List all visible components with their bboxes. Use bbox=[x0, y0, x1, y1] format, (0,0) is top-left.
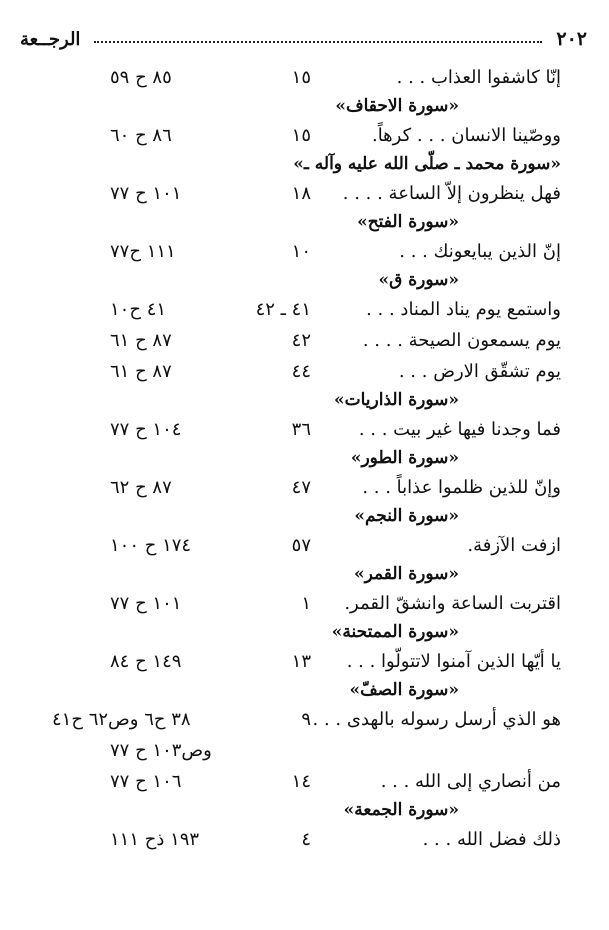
page-reference: ٨٦ ح ٦٠ bbox=[110, 125, 172, 146]
ayah-number: ١ bbox=[301, 593, 311, 614]
ayah-number: ١٥ bbox=[291, 67, 311, 88]
ayah-number: ١٠ bbox=[291, 241, 311, 262]
index-entry bbox=[0, 646, 609, 677]
page-reference: ١٠١ ح ٧٧ bbox=[110, 593, 182, 614]
verse-text: فهل ينظرون إلاّ الساعة . . . . bbox=[342, 183, 561, 204]
verse-text: هو الذي أرسل رسوله بالهدى . . . bbox=[312, 709, 561, 730]
surah-title: «سورة الصفّ» bbox=[349, 680, 459, 700]
verse-index-list bbox=[0, 62, 609, 855]
ayah-number: ٤١ ـ ٤٢ bbox=[255, 299, 311, 320]
verse-text: وإنّ للذين ظلموا عذاباً . . . bbox=[362, 477, 561, 498]
ayah-number: ٣٦ bbox=[291, 419, 311, 440]
surah-heading bbox=[0, 267, 609, 294]
page-reference: ٤١ ح١٠ bbox=[110, 299, 167, 320]
verse-text: واستمع يوم يناد المناد . . . bbox=[366, 299, 561, 320]
surah-heading bbox=[0, 445, 609, 472]
ayah-number: ٤٤ bbox=[291, 361, 311, 382]
page-reference: ١٤٩ ح ٨٤ bbox=[110, 651, 182, 672]
verse-text: ازفت الآزفة. bbox=[467, 535, 561, 556]
surah-heading bbox=[0, 93, 609, 120]
page-reference: ١٠١ ح ٧٧ bbox=[110, 183, 182, 204]
index-entry bbox=[0, 325, 609, 356]
index-entry bbox=[0, 824, 609, 855]
verse-text: ووصّينا الانسان . . . كرهاً. bbox=[371, 125, 561, 146]
surah-title: «سورة الطور» bbox=[350, 448, 459, 468]
index-entry bbox=[0, 178, 609, 209]
surah-heading bbox=[0, 503, 609, 530]
index-entry bbox=[0, 588, 609, 619]
surah-heading bbox=[0, 797, 609, 824]
verse-text: يا أيّها الذين آمنوا لاتتولّوا . . . bbox=[346, 651, 561, 672]
page-reference: ١٠٦ ح ٧٧ bbox=[110, 771, 182, 792]
index-entry bbox=[0, 356, 609, 387]
index-entry bbox=[0, 472, 609, 503]
verse-text: إنّا كاشفوا العذاب . . . bbox=[396, 67, 561, 88]
verse-text: من أنصاري إلى الله . . . bbox=[380, 771, 561, 792]
running-title: الرجــعة bbox=[20, 28, 81, 50]
page-reference: ١٠٤ ح ٧٧ bbox=[110, 419, 182, 440]
surah-title: «سورة النجم» bbox=[354, 506, 459, 526]
surah-heading bbox=[0, 561, 609, 588]
page-reference: ٨٥ ح ٥٩ bbox=[110, 67, 172, 88]
surah-title: «سورة الاحقاف» bbox=[335, 96, 459, 116]
verse-text: يوم تشقّق الارض . . . bbox=[398, 361, 561, 382]
ayah-number: ٥٧ bbox=[291, 535, 311, 556]
ayah-number: ١٣ bbox=[291, 651, 311, 672]
index-entry bbox=[0, 120, 609, 151]
page-reference: ١٧٤ ح ١٠٠ bbox=[110, 535, 192, 556]
verse-text: إنّ الذين يبايعونك . . . bbox=[399, 241, 561, 262]
header-dotted-rule bbox=[94, 41, 542, 43]
page-reference-continued: وص١٠٣ ح ٧٧ bbox=[110, 740, 212, 761]
surah-title: «سورة الذاريات» bbox=[334, 390, 459, 410]
index-entry bbox=[0, 414, 609, 445]
index-entry bbox=[0, 766, 609, 797]
surah-heading bbox=[0, 387, 609, 414]
ayah-number: ٤ bbox=[301, 829, 311, 850]
surah-title: «سورة الممتحنة» bbox=[331, 622, 459, 642]
page-reference: ٣٨ ح٦ وص٦٢ ح٤١ bbox=[52, 709, 191, 730]
surah-heading bbox=[0, 209, 609, 236]
ayah-number: ١٥ bbox=[291, 125, 311, 146]
page-number: ٢٠٢ bbox=[556, 28, 587, 50]
verse-text: اقتربت الساعة وانشقّ القمر. bbox=[344, 593, 561, 614]
page-header bbox=[20, 26, 587, 52]
index-entry bbox=[0, 62, 609, 93]
page-reference: ٨٧ ح ٦١ bbox=[110, 330, 172, 351]
surah-title: «سورة القمر» bbox=[353, 564, 459, 584]
index-entry bbox=[0, 704, 609, 766]
index-entry bbox=[0, 530, 609, 561]
surah-title: «سورة الجمعة» bbox=[343, 800, 459, 820]
page-reference: ٨٧ ح ٦٢ bbox=[110, 477, 172, 498]
page-reference: ١١١ ح٧٧ bbox=[110, 241, 176, 262]
ayah-number: ٤٧ bbox=[291, 477, 311, 498]
verse-text: فما وجدنا فيها غير بيت . . . bbox=[358, 419, 561, 440]
surah-heading bbox=[0, 151, 609, 178]
surah-title: «سورة الفتح» bbox=[357, 212, 459, 232]
ayah-number: ١٤ bbox=[291, 771, 311, 792]
ayah-number: ٩ bbox=[301, 709, 311, 730]
page-reference: ٨٧ ح ٦١ bbox=[110, 361, 172, 382]
index-entry bbox=[0, 294, 609, 325]
ayah-number: ١٨ bbox=[291, 183, 311, 204]
surah-title: «سورة ق» bbox=[378, 270, 459, 290]
surah-title: «سورة محمد ـ صلّى الله عليه وآله ـ» bbox=[293, 154, 561, 174]
ayah-number: ٤٢ bbox=[291, 330, 311, 351]
verse-text: يوم يسمعون الصيحة . . . . bbox=[362, 330, 561, 351]
surah-heading bbox=[0, 619, 609, 646]
verse-text: ذلك فضل الله . . . bbox=[422, 829, 561, 850]
surah-heading bbox=[0, 677, 609, 704]
page-reference: ١٩٣ ذح ١١١ bbox=[110, 829, 200, 850]
index-entry bbox=[0, 236, 609, 267]
